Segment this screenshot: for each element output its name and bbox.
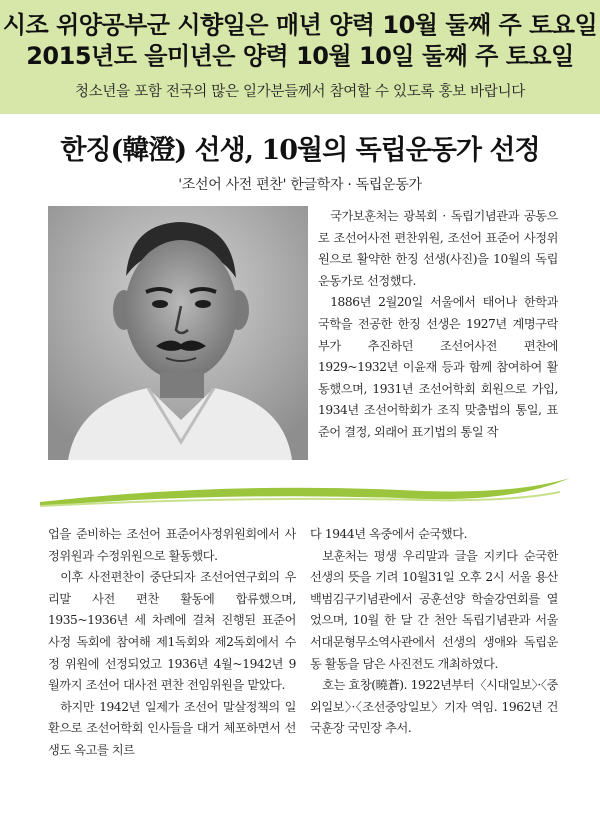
article-column-top	[318, 206, 558, 468]
article-headline: 한징(韓澄) 선생, 10월의 독립운동가 선정	[60, 135, 540, 166]
paragraph: 이후 사전편찬이 중단되자 조선어연구회의 우리말 사전 편찬 활동에 합류했으며, 1935~1936년 세 차례에 걸쳐 진행된 표준어 사정 독회에 참여해 제1독회와 제2독회에서 수정 위원에 선정되었고 1936년 4월~1942년 9월까지 조선어 대사전 편찬 전임위원을 맡았다.	[48, 570, 296, 693]
article-column-bottom-left	[48, 524, 296, 798]
paragraph: 보훈처는 평생 우리말과 글을 지키다 순국한 선생의 뜻을 기려 10월31일 오후 2시 서울 용산 백범김구기념관에서 공훈선양 학술강연회를 열었으며, 10월 한 달 간 천안 독립기념관과 서울 서대문형무소역사관에서 선생의 생애와 독립운동 활동을 담은 사진전도 개최하였다.	[310, 548, 558, 671]
portrait-photo	[48, 206, 308, 460]
paragraph: 다 1944년 옥중에서 순국했다.	[310, 527, 468, 541]
banner-line-2: 2015년도 을미년은 양력 10월 10일 둘째 주 토요일	[26, 42, 574, 70]
portrait-illustration	[48, 206, 308, 460]
paragraph: 업을 준비하는 조선어 표준어사정위원회에서 사정위원과 수정위원으로 활동했다.	[48, 527, 296, 563]
paragraph: 호는 효창(曉蒼). 1922년부터〈시대일보〉·〈중외일보〉·〈조선중앙일보〉기자 역임. 1962년 건국훈장 국민장 추서.	[310, 678, 558, 736]
article-subhead: '조선어 사전 편찬' 한글학자 · 독립운동가	[178, 177, 422, 193]
banner-subtext: 청소년을 포함 전국의 많은 일가분들께서 참여할 수 있도록 홍보 바랍니다	[75, 84, 525, 100]
event-banner	[0, 0, 600, 114]
banner-line-1: 시조 위양공부군 시향일은 매년 양력 10월 둘째 주 토요일	[2, 11, 598, 39]
article-column-bottom-right	[310, 524, 558, 798]
paragraph: 하지만 1942년 일제가 조선어 말살정책의 일환으로 조선어학회 인사들을 대거 체포하면서 선생도 옥고를 치르	[48, 699, 296, 757]
paragraph: 1886년 2월20일 서울에서 태어나 한학과 국학을 전공한 한징 선생은 1927년 계명구락부가 추진하던 조선어사전 편찬에 1929~1932년 이윤재 등과 함께 참여하여 활동했으며, 1931년 조선어학회 회원으로 가입, 1934년 조선어학회가 조직 맞춤법의 통일, 표준어 결정, 외래어 표기법의 통일 작	[318, 295, 558, 439]
decorative-swoosh	[40, 476, 570, 512]
paragraph: 국가보훈처는 광복회 · 독립기념관과 공동으로 조선어사전 편찬위원, 조선어 표준어 사정위원으로 활약한 한징 선생(사진)을 10월의 독립운동가로 선정했다.	[318, 209, 558, 288]
